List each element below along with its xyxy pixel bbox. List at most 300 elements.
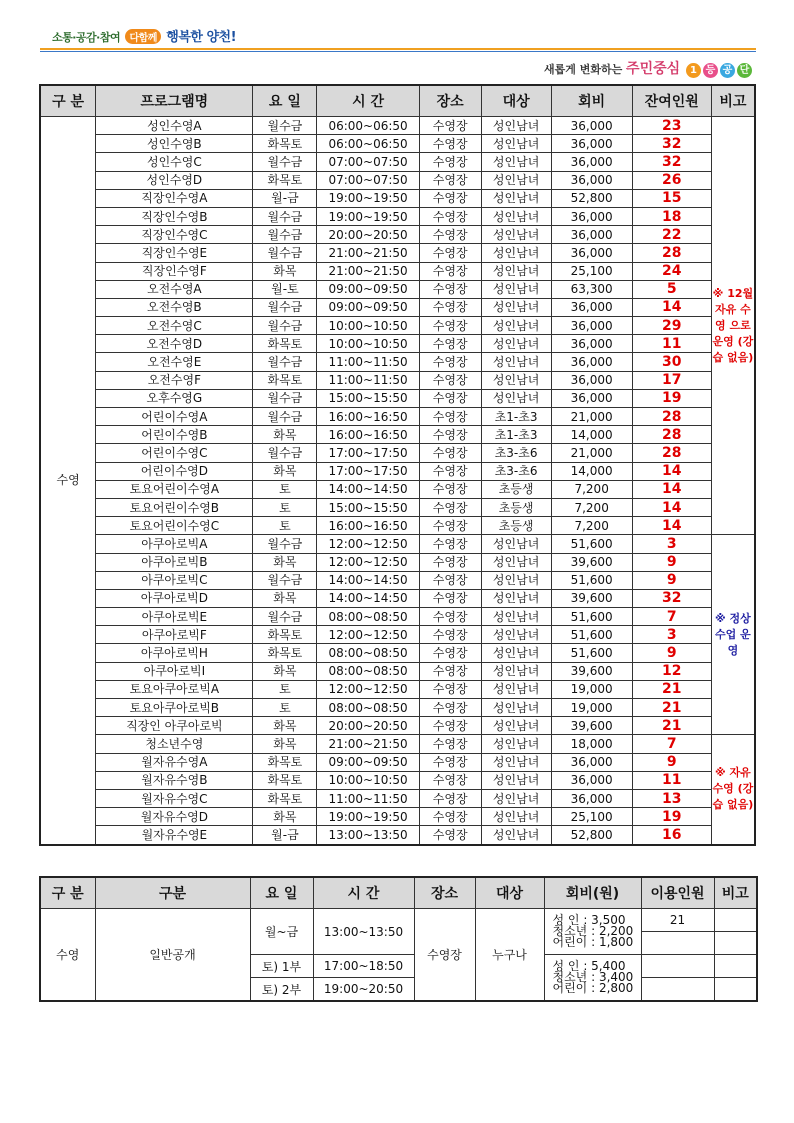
fee-cell: 36,000 [551,117,632,135]
place-cell: 수영장 [419,753,481,771]
time-cell: 08:00~08:50 [317,644,419,662]
target-cell: 초3-초6 [481,444,551,462]
target-cell: 성인남녀 [481,371,551,389]
program-table [39,84,756,846]
place-cell: 수영장 [419,207,481,225]
table-row [40,789,755,807]
name-cell: 아쿠아로빅B [96,553,253,571]
fee-cell: 36,000 [551,771,632,789]
name-cell: 월자유수영C [96,789,253,807]
day-cell: 월수금 [253,571,317,589]
place-cell: 수영장 [419,389,481,407]
day-cell: 월수금 [253,226,317,244]
table-row [40,753,755,771]
table-row [40,717,755,735]
place-cell: 수영장 [419,771,481,789]
table-row [40,909,757,932]
target-cell: 성인남녀 [481,644,551,662]
target-cell: 성인남녀 [481,771,551,789]
target-cell: 성인남녀 [481,135,551,153]
note-cell [714,909,757,932]
place-cell: 수영장 [419,262,481,280]
place-cell: 수영장 [419,280,481,298]
name-cell: 어린이수영D [96,462,253,480]
target-cell: 성인남녀 [481,717,551,735]
fee-cell: 63,300 [551,280,632,298]
fee-cell: 51,600 [551,571,632,589]
place-cell: 수영장 [419,553,481,571]
fee-line: 성 인 : 3,500 [552,913,626,927]
col-header: 비고 [714,877,757,909]
day-cell: 화목토 [253,335,317,353]
place-cell: 수영장 [419,189,481,207]
table-row [40,771,755,789]
day-cell: 월수금 [253,389,317,407]
table-row [40,608,755,626]
day-cell: 토 [253,498,317,516]
sub-circle-1: 1 [686,63,701,78]
table-row [40,553,755,571]
col-header: 요 일 [253,85,317,117]
day-cell: 화목토 [253,371,317,389]
fee-cell: 52,800 [551,826,632,845]
table-header-row [40,877,757,909]
time-cell: 11:00~11:50 [317,789,419,807]
place-cell: 수영장 [419,644,481,662]
fee-cell: 19,000 [551,699,632,717]
day-cell: 월수금 [253,244,317,262]
col-header: 장소 [414,877,475,909]
remaining-cell: 9 [632,753,711,771]
target-cell: 초1-초3 [481,426,551,444]
remaining-cell: 29 [632,317,711,335]
table-row [40,699,755,717]
time-cell: 14:00~14:50 [317,589,419,607]
place-cell: 수영장 [419,735,481,753]
table-row [40,317,755,335]
table-row [40,589,755,607]
remaining-cell: 32 [632,589,711,607]
remaining-cell: 14 [632,480,711,498]
fee-cell: 36,000 [551,317,632,335]
time-cell: 20:00~20:50 [317,717,419,735]
day-cell: 화목 [253,262,317,280]
col-header: 이용인원 [641,877,714,909]
name-cell: 아쿠아로빅F [96,626,253,644]
remaining-cell: 7 [632,735,711,753]
day-cell: 토 [253,680,317,698]
sub-slogan-main: 주민중심 [626,61,681,77]
fee-cell: 18,000 [551,735,632,753]
fee-cell: 36,000 [551,789,632,807]
target-cell: 성인남녀 [481,353,551,371]
table-row [40,535,755,553]
fee-cell: 52,800 [551,189,632,207]
time-cell: 21:00~21:50 [317,262,419,280]
time-cell: 08:00~08:50 [317,608,419,626]
note-cell: ※ 정상 수업 운영 [711,535,755,735]
table-row [40,298,755,316]
fee-cell: 36,000 [551,135,632,153]
remaining-cell: 11 [632,335,711,353]
day-cell: 월-금 [253,826,317,845]
name-cell: 직장인수영A [96,189,253,207]
remaining-cell: 7 [632,608,711,626]
table-row [40,644,755,662]
name-cell: 토요어린이수영A [96,480,253,498]
target-cell: 성인남녀 [481,171,551,189]
fee-cell: 39,600 [551,717,632,735]
table-row [40,826,755,845]
fee-cell: 36,000 [551,335,632,353]
name-cell: 오전수영F [96,371,253,389]
remaining-cell: 21 [632,699,711,717]
day-cell: 토) 2부 [250,978,313,1002]
fee-cell: 36,000 [551,389,632,407]
place-cell: 수영장 [419,117,481,135]
name-cell: 오전수영B [96,298,253,316]
time-cell: 11:00~11:50 [317,371,419,389]
target-cell: 초등생 [481,480,551,498]
name-cell: 직장인수영C [96,226,253,244]
fee-cell: 39,600 [551,589,632,607]
day-cell: 화목 [253,426,317,444]
place-cell: 수영장 [419,826,481,845]
table-row [40,389,755,407]
remaining-cell: 11 [632,771,711,789]
table-row [40,408,755,426]
fee-cell: 36,000 [551,207,632,225]
place-cell: 수영장 [419,480,481,498]
remaining-cell: 26 [632,171,711,189]
target-cell: 누구나 [475,909,544,1002]
name-cell: 아쿠아로빅A [96,535,253,553]
sub-circle-2: 등 [703,63,718,78]
table-row [40,353,755,371]
header-divider-2 [40,51,756,52]
time-cell: 09:00~09:50 [317,280,419,298]
fee-cell: 36,000 [551,371,632,389]
count-cell-empty [641,932,714,955]
sub-slogan [544,58,752,78]
table-row [40,153,755,171]
target-cell: 성인남녀 [481,389,551,407]
fee-cell: 21,000 [551,444,632,462]
col-header: 시 간 [317,85,419,117]
name-cell: 어린이수영C [96,444,253,462]
table-row [40,735,755,753]
slogan-brand: 행복한 양천! [166,30,237,45]
page-header [40,22,756,82]
remaining-cell: 32 [632,153,711,171]
fee-cell: 51,600 [551,535,632,553]
remaining-cell: 17 [632,371,711,389]
fee-cell: 36,000 [551,353,632,371]
col-header: 시 간 [313,877,414,909]
target-cell: 성인남녀 [481,153,551,171]
table-row [40,626,755,644]
fee-cell: 51,600 [551,626,632,644]
remaining-cell: 15 [632,189,711,207]
table-row [40,207,755,225]
remaining-cell: 18 [632,207,711,225]
place-cell: 수영장 [419,662,481,680]
table-row [40,462,755,480]
sub-circle-3: 공 [720,63,735,78]
name-cell: 직장인수영F [96,262,253,280]
place-cell: 수영장 [419,426,481,444]
day-cell: 월수금 [253,608,317,626]
time-cell: 07:00~07:50 [317,153,419,171]
col-header: 장소 [419,85,481,117]
fee-weekend [544,955,641,1002]
day-cell: 화목 [253,808,317,826]
remaining-cell: 9 [632,553,711,571]
day-cell: 화목 [253,735,317,753]
target-cell: 성인남녀 [481,699,551,717]
fee-weekday [544,909,641,955]
time-cell: 16:00~16:50 [317,408,419,426]
place-cell: 수영장 [419,535,481,553]
public-swim-table [39,876,758,1002]
col-header: 잔여인원 [632,85,711,117]
time-cell: 13:00~13:50 [317,826,419,845]
note-cell: ※ 자유 수영 (강습 없음) [711,735,755,845]
target-cell: 초3-초6 [481,462,551,480]
remaining-cell: 19 [632,389,711,407]
remaining-cell: 28 [632,408,711,426]
place-cell: 수영장 [419,608,481,626]
day-cell: 화목토 [253,171,317,189]
day-cell: 화목 [253,462,317,480]
time-cell: 10:00~10:50 [317,771,419,789]
place-cell: 수영장 [419,626,481,644]
day-cell: 화목토 [253,135,317,153]
slogan-badge: 다함께 [125,29,160,44]
table-row [40,135,755,153]
place-cell: 수영장 [419,298,481,316]
col-header: 요 일 [250,877,313,909]
target-cell: 성인남녀 [481,735,551,753]
name-cell: 직장인수영E [96,244,253,262]
remaining-cell: 14 [632,517,711,535]
target-cell: 성인남녀 [481,571,551,589]
col-header: 프로그램명 [96,85,253,117]
target-cell: 성인남녀 [481,553,551,571]
name-cell: 직장인수영B [96,207,253,225]
fee-cell: 14,000 [551,462,632,480]
time-cell: 21:00~21:50 [317,244,419,262]
target-cell: 성인남녀 [481,280,551,298]
note-cell: ※ 12월 자유 수영 으로 운영 (강습 없음) [711,117,755,535]
remaining-cell: 28 [632,444,711,462]
day-cell: 화목 [253,717,317,735]
table-row [40,335,755,353]
time-cell: 06:00~06:50 [317,117,419,135]
remaining-cell: 23 [632,117,711,135]
col-header: 대상 [481,85,551,117]
name-cell: 월자유수영A [96,753,253,771]
target-cell: 성인남녀 [481,608,551,626]
count-cell-empty [641,978,714,1002]
name-cell: 아쿠아로빅I [96,662,253,680]
sub-slogan-prefix: 새롭게 변화하는 [543,63,623,76]
time-cell: 17:00~17:50 [317,462,419,480]
fee-cell: 39,600 [551,553,632,571]
target-cell: 성인남녀 [481,189,551,207]
col-header: 구분 [95,877,250,909]
day-cell: 월수금 [253,444,317,462]
name-cell: 월자유수영E [96,826,253,845]
fee-cell: 39,600 [551,662,632,680]
day-cell: 월~금 [250,909,313,955]
time-cell: 20:00~20:50 [317,226,419,244]
remaining-cell: 32 [632,135,711,153]
place-cell: 수영장 [419,135,481,153]
remaining-cell: 3 [632,626,711,644]
fee-cell: 36,000 [551,753,632,771]
note-cell [714,978,757,1002]
place-cell: 수영장 [419,171,481,189]
remaining-cell: 22 [632,226,711,244]
time-cell: 19:00~19:50 [317,808,419,826]
table-row [40,426,755,444]
name-cell: 성인수영D [96,171,253,189]
day-cell: 월수금 [253,317,317,335]
time-cell: 12:00~12:50 [317,535,419,553]
time-cell: 15:00~15:50 [317,389,419,407]
fee-cell: 36,000 [551,226,632,244]
day-cell: 화목 [253,553,317,571]
place-cell: 수영장 [419,317,481,335]
day-cell: 월수금 [253,408,317,426]
fee-cell: 36,000 [551,244,632,262]
name-cell: 토요어린이수영B [96,498,253,516]
day-cell: 화목토 [253,753,317,771]
time-cell: 10:00~10:50 [317,335,419,353]
time-cell: 16:00~16:50 [317,426,419,444]
fee-cell: 14,000 [551,426,632,444]
time-cell: 12:00~12:50 [317,680,419,698]
fee-cell: 21,000 [551,408,632,426]
time-cell: 07:00~07:50 [317,171,419,189]
place-cell: 수영장 [419,408,481,426]
fee-cell: 25,100 [551,808,632,826]
remaining-cell: 28 [632,426,711,444]
fee-cell: 25,100 [551,262,632,280]
table-row [40,189,755,207]
time-cell: 17:00~17:50 [317,444,419,462]
time-cell: 08:00~08:50 [317,699,419,717]
target-cell: 성인남녀 [481,207,551,225]
remaining-cell: 19 [632,808,711,826]
target-cell: 초등생 [481,498,551,516]
table-row [40,371,755,389]
target-cell: 성인남녀 [481,808,551,826]
table-row [40,498,755,516]
fee-cell: 7,200 [551,480,632,498]
time-cell: 13:00~13:50 [313,909,414,955]
target-cell: 성인남녀 [481,117,551,135]
day-cell: 토 [253,517,317,535]
place-cell: 수영장 [419,808,481,826]
col-header: 대상 [475,877,544,909]
name-cell: 아쿠아로빅E [96,608,253,626]
remaining-cell: 3 [632,535,711,553]
table-row [40,117,755,135]
fee-cell: 7,200 [551,517,632,535]
fee-cell: 51,600 [551,608,632,626]
name-cell: 토요어린이수영C [96,517,253,535]
place-cell: 수영장 [419,498,481,516]
table-row [40,680,755,698]
remaining-cell: 24 [632,262,711,280]
table-row [40,226,755,244]
time-cell: 14:00~14:50 [317,480,419,498]
day-cell: 월수금 [253,117,317,135]
fee-line: 성 인 : 5,400 [552,959,626,973]
target-cell: 초등생 [481,517,551,535]
place-cell: 수영장 [419,680,481,698]
name-cell: 월자유수영B [96,771,253,789]
col-header: 구 분 [40,877,95,909]
program-cell: 일반공개 [95,909,250,1002]
fee-cell: 51,600 [551,644,632,662]
time-cell: 19:00~20:50 [313,978,414,1002]
fee-cell: 36,000 [551,298,632,316]
name-cell: 성인수영A [96,117,253,135]
sub-circle-4: 단 [737,63,752,78]
name-cell: 토요아쿠아로빅A [96,680,253,698]
name-cell: 청소년수영 [96,735,253,753]
time-cell: 06:00~06:50 [317,135,419,153]
name-cell: 성인수영C [96,153,253,171]
table-row [40,571,755,589]
table-row [40,280,755,298]
table-row [40,262,755,280]
time-cell: 19:00~19:50 [317,189,419,207]
place-cell: 수영장 [419,353,481,371]
time-cell: 16:00~16:50 [317,517,419,535]
target-cell: 성인남녀 [481,244,551,262]
place-cell: 수영장 [419,244,481,262]
day-cell: 화목토 [253,771,317,789]
program-table-body [40,117,755,845]
place-cell: 수영장 [419,335,481,353]
day-cell: 토 [253,480,317,498]
col-header: 회비(원) [544,877,641,909]
day-cell: 화목 [253,589,317,607]
remaining-cell: 14 [632,462,711,480]
target-cell: 성인남녀 [481,317,551,335]
day-cell: 월-토 [253,280,317,298]
target-cell: 성인남녀 [481,753,551,771]
table-header-row [40,85,755,117]
day-cell: 토 [253,699,317,717]
place-cell: 수영장 [414,909,475,1002]
name-cell: 어린이수영A [96,408,253,426]
time-cell: 09:00~09:50 [317,753,419,771]
place-cell: 수영장 [419,462,481,480]
fee-line: 어린이 : 2,800 [552,981,634,995]
place-cell: 수영장 [419,589,481,607]
note-cell [714,932,757,955]
time-cell: 11:00~11:50 [317,353,419,371]
place-cell: 수영장 [419,444,481,462]
name-cell: 아쿠아로빅C [96,571,253,589]
name-cell: 오전수영C [96,317,253,335]
header-divider [40,48,756,50]
